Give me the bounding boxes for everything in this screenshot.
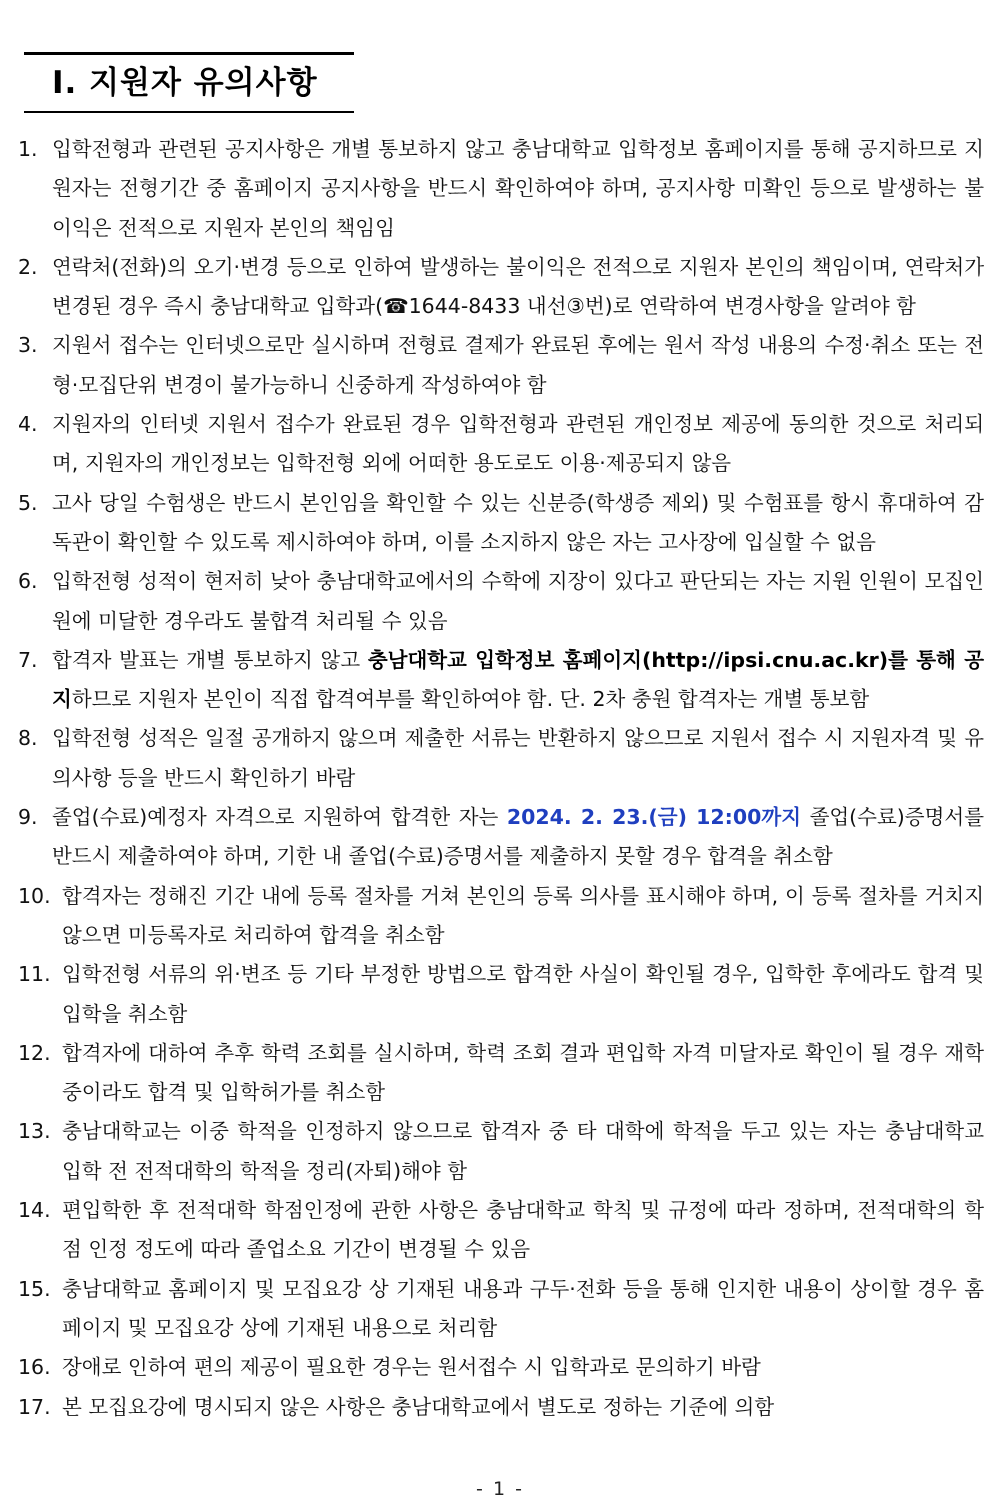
item-text-pre: 졸업(수료)예정자 자격으로 지원하여 합격한 자는 [52, 805, 507, 830]
item-text-post: 졸업(수료)증명서를 반드시 제출하여야 하며, 기한 내 졸업(수료)증명서를 제출하지 못할 경우 합격을 취소함 [52, 805, 984, 869]
item-text: 지원자의 인터넷 지원서 접수가 완료된 경우 입학전형과 관련된 개인정보 제공에 동의한 것으로 처리되며, 지원자의 개인정보는 입학전형 외에 어떠한 용도로도 이용·제공되지 않음 [52, 412, 984, 476]
notice-item-15 [18, 1270, 984, 1349]
item-number: 15. [18, 1276, 51, 1301]
item-text: 충남대학교 홈페이지 및 모집요강 상 기재된 내용과 구두·전화 등을 통해 인지한 내용이 상이할 경우 홈페이지 및 모집요강 상에 기재된 내용으로 처리함 [62, 1276, 984, 1340]
notice-item-17 [18, 1388, 984, 1427]
page-number: - 1 - [476, 1478, 524, 1500]
item-text: 입학전형 서류의 위·변조 등 기타 부정한 방법으로 합격한 사실이 확인될 경우, 입학한 후에라도 합격 및 입학을 취소함 [62, 962, 984, 1026]
item-number: 3. [18, 333, 38, 358]
notice-item-7 [18, 641, 984, 720]
item-number: 11. [18, 962, 51, 987]
section-title-block [24, 52, 354, 113]
item-text: 충남대학교는 이중 학적을 인정하지 않으므로 합격자 중 타 대학에 학적을 두고 있는 자는 충남대학교 입학 전 전적대학의 학적을 정리(자퇴)해야 함 [62, 1119, 984, 1183]
item-text: 고사 당일 수험생은 반드시 본인임을 확인할 수 있는 신분증(학생증 제외) 및 수험표를 항시 휴대하여 감독관이 확인할 수 있도록 제시하여야 하며, 이를 소지하지 않은 자는 고사장에 입실할 수 없음 [52, 490, 984, 554]
item-number: 16. [18, 1355, 51, 1380]
item-text: 연락처(전화)의 오기·변경 등으로 인하여 발생하는 불이익은 전적으로 지원자 본인의 책임이며, 연락처가 변경된 경우 즉시 충남대학교 입학과(☎1644-8433 내선③번)로 연락하여 변경사항을 알려야 함 [52, 254, 984, 319]
item-number: 6. [18, 569, 38, 594]
notice-item-2 [18, 248, 984, 327]
notice-item-5 [18, 484, 984, 563]
notice-item-3 [18, 326, 984, 405]
notice-item-1 [18, 130, 984, 248]
homepage-notice-highlight: 충남대학교 입학정보 홈페이지(http://ipsi.cnu.ac.kr)를 통해 공지 [52, 647, 984, 712]
section-title: Ⅰ. 지원자 유의사항 [52, 65, 318, 101]
item-number: 12. [18, 1040, 51, 1065]
item-number: 5. [18, 490, 38, 515]
item-text: 입학전형 성적은 일절 공개하지 않으며 제출한 서류는 반환하지 않으므로 지원서 접수 시 지원자격 및 유의사항 등을 반드시 확인하기 바람 [52, 726, 984, 790]
notice-item-12 [18, 1034, 984, 1113]
notice-item-6 [18, 562, 984, 641]
item-number: 1. [18, 137, 38, 161]
notice-item-14 [18, 1191, 984, 1270]
item-number: 10. [18, 883, 51, 908]
item-text-pre: 합격자 발표는 개별 통보하지 않고 [52, 647, 368, 672]
item-number: 9. [18, 805, 38, 830]
deadline-highlight: 2024. 2. 23.(금) 12:00까지 [506, 805, 802, 830]
item-text: 입학전형 성적이 현저히 낮아 충남대학교에서의 수학에 지장이 있다고 판단되는 자는 지원 인원이 모집인원에 미달한 경우라도 불합격 처리될 수 있음 [52, 569, 984, 633]
item-text-post: 하므로 지원자 본인이 직접 합격여부를 확인하여야 함. 단. 2차 충원 합격자는 개별 통보함 [71, 687, 870, 712]
item-number: 14. [18, 1198, 51, 1223]
item-number: 13. [18, 1119, 51, 1144]
item-number: 7. [18, 647, 38, 672]
item-number: 17. [18, 1394, 51, 1419]
item-text: 본 모집요강에 명시되지 않은 사항은 충남대학교에서 별도로 정하는 기준에 의함 [62, 1394, 775, 1419]
notice-list [18, 130, 984, 1427]
item-number: 8. [18, 726, 38, 751]
notice-item-4 [18, 405, 984, 484]
notice-item-16 [18, 1348, 984, 1387]
item-text: 입학전형과 관련된 공지사항은 개별 통보하지 않고 충남대학교 입학정보 홈페이지를 통해 공지하므로 지원자는 전형기간 중 홈페이지 공지사항을 반드시 확인하여야 하며, 공지사항 미확인 등으로 발생하는 불이익은 전적으로 지원자 본인의 책임임 [52, 137, 984, 240]
title-bottom-rule [24, 111, 354, 113]
item-text: 장애로 인하여 편의 제공이 필요한 경우는 원서접수 시 입학과로 문의하기 바람 [62, 1355, 761, 1380]
item-text: 합격자에 대하여 추후 학력 조회를 실시하며, 학력 조회 결과 편입학 자격 미달자로 확인이 될 경우 재학 중이라도 합격 및 입학허가를 취소함 [62, 1040, 984, 1105]
notice-item-8 [18, 719, 984, 798]
item-number: 4. [18, 412, 38, 437]
item-text: 편입학한 후 전적대학 학점인정에 관한 사항은 충남대학교 학칙 및 규정에 따라 정하며, 전적대학의 학점 인정 정도에 따라 졸업소요 기간이 변경될 수 있음 [62, 1198, 984, 1262]
notice-item-13 [18, 1112, 984, 1191]
notice-item-9 [18, 798, 984, 877]
notice-item-11 [18, 955, 984, 1034]
item-text: 지원서 접수는 인터넷으로만 실시하며 전형료 결제가 완료된 후에는 원서 작성 내용의 수정·취소 또는 전형·모집단위 변경이 불가능하니 신중하게 작성하여야 함 [52, 333, 984, 397]
notice-item-10 [18, 877, 984, 956]
item-text: 합격자는 정해진 기간 내에 등록 절차를 거쳐 본인의 등록 의사를 표시해야 하며, 이 등록 절차를 거치지 않으면 미등록자로 처리하여 합격을 취소함 [62, 883, 984, 947]
item-number: 2. [18, 254, 38, 279]
